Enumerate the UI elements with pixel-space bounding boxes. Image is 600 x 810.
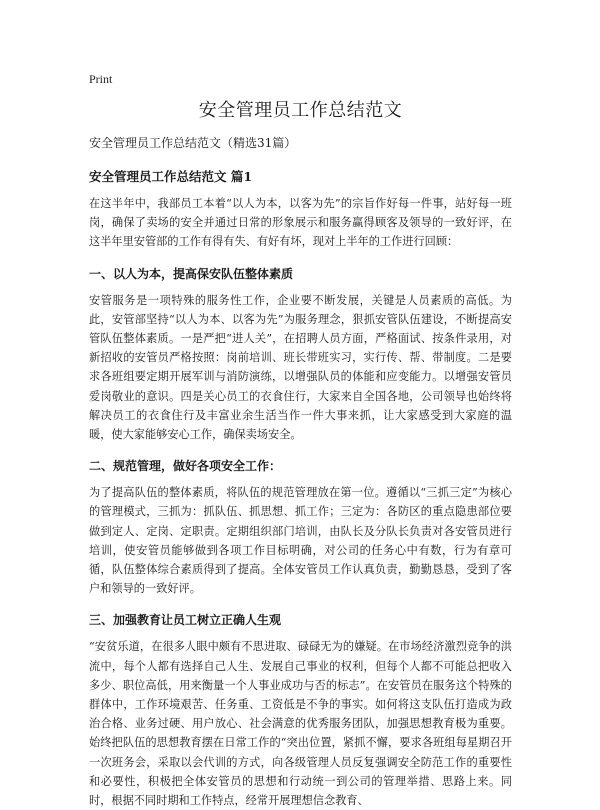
section-body-2: 为了提高队伍的整体素质，将队伍的规范管理放在第一位。遵循以“三抓三定”为核心的管理模式，三抓为：抓队伍、抓思想、抓工作；三定为：各防区的重点隐患部位要做到定人、定岗、定职责。定期组织部门培训，由队长及分队长负责对各安管员进行培训，使安管员能够做到各项工作目标明确，对公司的任务心中有数，行为有章可循，队伍整体综合素质得到了提高。全体安管员工作认真负责，勤勤恳恳，受到了客户和领导的一致好评。 (89, 486, 512, 596)
print-label: Print (89, 72, 113, 86)
document-title: 安全管理员工作总结范文 (198, 100, 403, 121)
chapter-title: 安全管理员工作总结范文 篇1 (89, 169, 253, 184)
section-body-3: “安贫乐道，在很多人眼中颇有不思进取、碌碌无为的嫌疑。在市场经济激烈竞争的洪流中，每个人都有选择自己人生、发展自己事业的权利，但每个人都不可能总把收入多少、职位高低，用来衡量一个人事业成功与否的标志”。在安管员在服务这个特殊的群体中，工作环境艰苦、任务重、工资低是不争的事实。如何将这支队伍打造成为政治合格、业务过硬、用户放心、社会满意的优秀服务团队，加强思想教育极为重要。始终把队伍的思想教育摆在日常工作的“突出位置，紧抓不懈，要求各班组每星期召开一次班务会，采取以会代训的方式，向各级管理人员反复强调安全防范工作的重要性和必要性，积极把全体安管员的思想和行动统一到公司的管理举措、思路上来。同时，根据不同时期和工作特点，经常开展理想信念教育、 (89, 640, 512, 808)
intro-paragraph: 在这半年中，我部员工本着“以人为本，以客为先”的宗旨作好每一件事，站好每一班岗，确保了卖场的安全并通过日常的形象展示和服务赢得顾客及领导的一致好评，在这半年里安管部的工作有得有失、有好有坏，现对上半年的工作进行回顾： (89, 197, 512, 249)
section-body-1: 安管服务是一项特殊的服务性工作，企业要不断发展，关键是人员素质的高低。为此，安管部坚持“以人为本、以客为先”为服务理念，狠抓安管队伍建设，不断提高安管队伍整体素质。一是严把“进人关”，在招聘人员方面，严格面试、按条件录用，对新招收的安管员严格按照：岗前培训、班长带班实习，实行传、帮、带制度。二是要求各班组要定期开展军训与消防演练，以增强队员的体能和应变能力。以增强安管员爱岗敬业的意识。四是关心员工的衣食住行，大家来自全国各地，公司领导也始终将解决员工的衣食住行及丰富业余生活当作一件大事来抓，让大家感受到大家庭的温暖，使大家能够安心工作，确保卖场安全。 (89, 293, 512, 442)
section-heading-3: 三、加强教育让员工树立正确人生观 (89, 613, 282, 628)
section-heading-1: 一、以人为本，提高保安队伍整体素质 (89, 266, 294, 281)
document-subtitle: 安全管理员工作总结范文（精选31篇） (89, 136, 297, 150)
section-heading-2: 二、规范管理，做好各项安全工作： (89, 459, 282, 474)
